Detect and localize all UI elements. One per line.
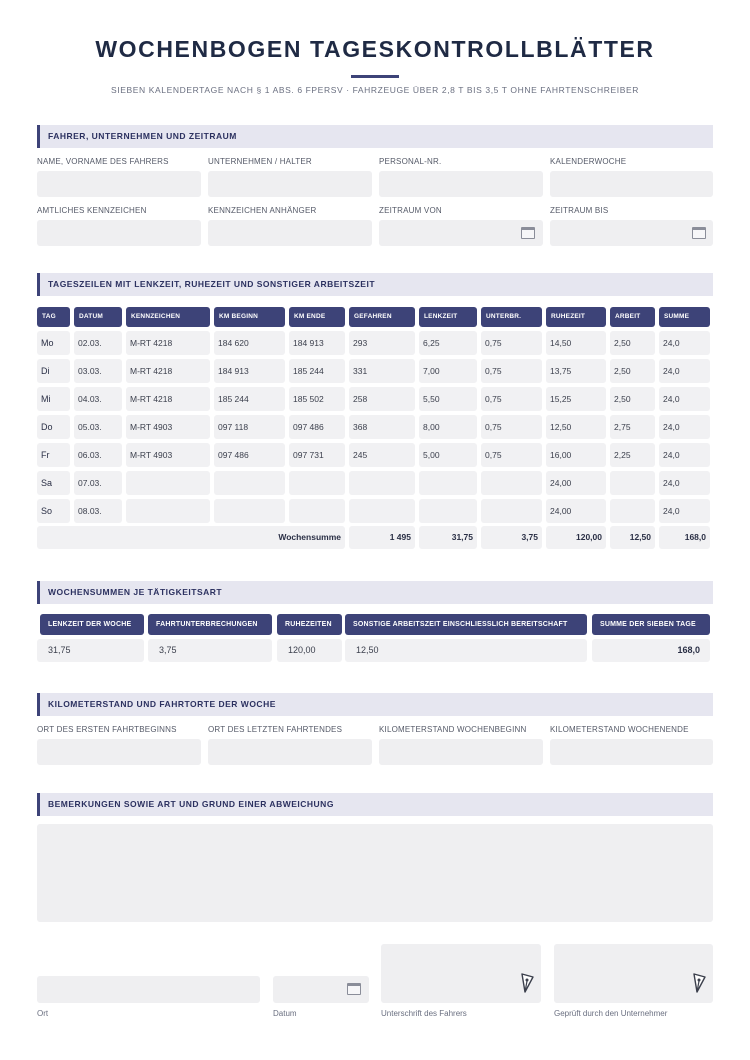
cell-lenkzeit[interactable]: 6,25 bbox=[419, 331, 477, 355]
col-header-km-beginn: KM BEGINN bbox=[214, 307, 285, 327]
cell-gefahren[interactable]: 368 bbox=[349, 415, 415, 439]
cell-kennzeichen[interactable] bbox=[126, 499, 210, 523]
cell-km-ende[interactable]: 185 502 bbox=[289, 387, 345, 411]
col-header-summe: SUMME bbox=[659, 307, 710, 327]
cell-km-beginn[interactable]: 185 244 bbox=[214, 387, 285, 411]
calendar-week-field[interactable] bbox=[550, 171, 713, 197]
personnel-no-field[interactable] bbox=[379, 171, 543, 197]
cell-tag: Di bbox=[37, 359, 70, 383]
cell-unterbr[interactable] bbox=[481, 471, 542, 495]
weekly-value-fahrtunterbrechungen[interactable]: 3,75 bbox=[148, 639, 272, 662]
total-unterbr: 3,75 bbox=[481, 526, 542, 549]
col-header-tag: TAG bbox=[37, 307, 70, 327]
cell-arbeit[interactable] bbox=[610, 471, 655, 495]
cell-unterbr[interactable] bbox=[481, 499, 542, 523]
section-driver-company-period: FAHRER, UNTERNEHMEN UND ZEITRAUM bbox=[37, 125, 713, 148]
cell-summe[interactable]: 24,0 bbox=[659, 387, 710, 411]
col-header-km-ende: KM ENDE bbox=[289, 307, 345, 327]
section-km-locations: KILOMETERSTAND UND FAHRTORTE DER WOCHE bbox=[37, 693, 713, 716]
pen-icon bbox=[520, 972, 534, 994]
total-lenkzeit: 31,75 bbox=[419, 526, 477, 549]
cell-kennzeichen[interactable]: M-RT 4903 bbox=[126, 415, 210, 439]
cell-summe[interactable]: 24,0 bbox=[659, 359, 710, 383]
end-location-field[interactable] bbox=[208, 739, 372, 765]
cell-gefahren[interactable] bbox=[349, 471, 415, 495]
driver-signature-field[interactable] bbox=[381, 944, 541, 1003]
cell-unterbr[interactable]: 0,75 bbox=[481, 443, 542, 467]
weekly-value-sonstige-arbeitszeit[interactable]: 12,50 bbox=[345, 639, 587, 662]
trailer-plate-field[interactable] bbox=[208, 220, 372, 246]
cell-summe[interactable]: 24,0 bbox=[659, 499, 710, 523]
cell-summe[interactable]: 24,0 bbox=[659, 331, 710, 355]
cell-gefahren[interactable] bbox=[349, 499, 415, 523]
cell-km-ende[interactable]: 185 244 bbox=[289, 359, 345, 383]
label-date: Datum bbox=[273, 1009, 297, 1018]
section-weekly-sums: WOCHENSUMMEN JE TÄTIGKEITSART bbox=[37, 581, 713, 604]
label-place: Ort bbox=[37, 1009, 49, 1018]
page-title: WOCHENBOGEN TAGESKONTROLLBLÄTTER bbox=[95, 36, 655, 62]
label-start-location: ORT DES ERSTEN FAHRTBEGINNS bbox=[37, 725, 177, 734]
col-header-gefahren: GEFAHREN bbox=[349, 307, 415, 327]
cell-ruhezeit[interactable]: 16,00 bbox=[546, 443, 606, 467]
cell-km-beginn[interactable] bbox=[214, 499, 285, 523]
cell-km-ende[interactable] bbox=[289, 499, 345, 523]
weekly-total-label: Wochensumme bbox=[37, 526, 345, 549]
col-header-arbeit: ARBEIT bbox=[610, 307, 655, 327]
cell-gefahren[interactable]: 293 bbox=[349, 331, 415, 355]
label-end-location: ORT DES LETZTEN FAHRTENDES bbox=[208, 725, 343, 734]
cell-km-ende[interactable]: 097 731 bbox=[289, 443, 345, 467]
cell-km-beginn[interactable] bbox=[214, 471, 285, 495]
label-license-plate: AMTLICHES KENNZEICHEN bbox=[37, 206, 147, 215]
label-company: UNTERNEHMEN / HALTER bbox=[208, 157, 312, 166]
cell-ruhezeit[interactable]: 14,50 bbox=[546, 331, 606, 355]
cell-unterbr[interactable]: 0,75 bbox=[481, 415, 542, 439]
label-trailer-plate: KENNZEICHEN ANHÄNGER bbox=[208, 206, 317, 215]
total-arbeit: 12,50 bbox=[610, 526, 655, 549]
cell-kennzeichen[interactable] bbox=[126, 471, 210, 495]
weekly-header-fahrtunterbrechungen: FAHRTUNTERBRECHUNGEN bbox=[148, 614, 272, 635]
cell-tag: So bbox=[37, 499, 70, 523]
title-divider bbox=[351, 75, 399, 78]
cell-lenkzeit[interactable]: 5,50 bbox=[419, 387, 477, 411]
cell-km-beginn[interactable]: 184 913 bbox=[214, 359, 285, 383]
cell-ruhezeit[interactable]: 13,75 bbox=[546, 359, 606, 383]
period-to-field[interactable] bbox=[550, 220, 713, 246]
remarks-textarea[interactable] bbox=[37, 824, 713, 922]
cell-km-beginn[interactable]: 097 486 bbox=[214, 443, 285, 467]
label-period-to: ZEITRAUM BIS bbox=[550, 206, 609, 215]
cell-datum[interactable]: 05.03. bbox=[74, 415, 122, 439]
label-km-week-end: KILOMETERSTAND WOCHENENDE bbox=[550, 725, 689, 734]
cell-tag: Mo bbox=[37, 331, 70, 355]
cell-lenkzeit[interactable]: 8,00 bbox=[419, 415, 477, 439]
label-period-from: ZEITRAUM VON bbox=[379, 206, 442, 215]
label-km-week-start: KILOMETERSTAND WOCHENBEGINN bbox=[379, 725, 527, 734]
weekly-header-lenkzeit-woche: LENKZEIT DER WOCHE bbox=[40, 614, 144, 635]
cell-km-ende[interactable] bbox=[289, 471, 345, 495]
km-week-end-field[interactable] bbox=[550, 739, 713, 765]
cell-kennzeichen[interactable]: M-RT 4903 bbox=[126, 443, 210, 467]
cell-lenkzeit[interactable] bbox=[419, 499, 477, 523]
cell-km-beginn[interactable]: 097 118 bbox=[214, 415, 285, 439]
cell-datum[interactable]: 06.03. bbox=[74, 443, 122, 467]
pen-icon bbox=[692, 972, 706, 994]
calendar-icon[interactable] bbox=[347, 983, 361, 995]
cell-summe[interactable]: 24,0 bbox=[659, 415, 710, 439]
label-calendar-week: KALENDERWOCHE bbox=[550, 157, 627, 166]
cell-unterbr[interactable]: 0,75 bbox=[481, 387, 542, 411]
cell-datum[interactable]: 02.03. bbox=[74, 331, 122, 355]
label-company-check: Geprüft durch den Unternehmer bbox=[554, 1009, 668, 1018]
cell-arbeit[interactable]: 2,25 bbox=[610, 443, 655, 467]
weekly-header-summe-sieben-tage: SUMME DER SIEBEN TAGE bbox=[592, 614, 710, 635]
label-driver-signature: Unterschrift des Fahrers bbox=[381, 1009, 467, 1018]
cell-datum[interactable]: 07.03. bbox=[74, 471, 122, 495]
cell-tag: Fr bbox=[37, 443, 70, 467]
cell-datum[interactable]: 08.03. bbox=[74, 499, 122, 523]
weekly-header-ruhezeiten: RUHEZEITEN bbox=[277, 614, 342, 635]
km-week-start-field[interactable] bbox=[379, 739, 543, 765]
cell-arbeit[interactable]: 2,75 bbox=[610, 415, 655, 439]
start-location-field[interactable] bbox=[37, 739, 201, 765]
label-driver-name: NAME, VORNAME DES FAHRERS bbox=[37, 157, 169, 166]
col-header-datum: DATUM bbox=[74, 307, 122, 327]
cell-gefahren[interactable]: 331 bbox=[349, 359, 415, 383]
cell-tag: Do bbox=[37, 415, 70, 439]
period-from-field[interactable] bbox=[379, 220, 543, 246]
cell-summe[interactable]: 24,0 bbox=[659, 471, 710, 495]
weekly-value-lenkzeit-woche[interactable]: 31,75 bbox=[37, 639, 144, 662]
license-plate-field[interactable] bbox=[37, 220, 201, 246]
total-gefahren: 1 495 bbox=[349, 526, 415, 549]
cell-arbeit[interactable]: 2,50 bbox=[610, 331, 655, 355]
cell-gefahren[interactable]: 245 bbox=[349, 443, 415, 467]
col-header-unterbr: UNTERBR. bbox=[481, 307, 542, 327]
cell-datum[interactable]: 04.03. bbox=[74, 387, 122, 411]
cell-kennzeichen[interactable]: M-RT 4218 bbox=[126, 331, 210, 355]
col-header-kennzeichen: KENNZEICHEN bbox=[126, 307, 210, 327]
cell-lenkzeit[interactable]: 5,00 bbox=[419, 443, 477, 467]
total-summe: 168,0 bbox=[659, 526, 710, 549]
cell-lenkzeit[interactable]: 7,00 bbox=[419, 359, 477, 383]
weekly-value-ruhezeiten[interactable]: 120,00 bbox=[277, 639, 342, 662]
cell-tag: Sa bbox=[37, 471, 70, 495]
cell-ruhezeit[interactable]: 12,50 bbox=[546, 415, 606, 439]
company-signature-field[interactable] bbox=[554, 944, 713, 1003]
page-subtitle: SIEBEN KALENDERTAGE NACH § 1 ABS. 6 FPERSV · FAHRZEUGE ÜBER 2,8 T BIS 3,5 T OHNE FAHRTENSCHREIBER bbox=[110, 85, 640, 95]
total-ruhezeit: 120,00 bbox=[546, 526, 606, 549]
cell-arbeit[interactable]: 2,50 bbox=[610, 359, 655, 383]
cell-tag: Mi bbox=[37, 387, 70, 411]
weekly-value-summe-sieben-tage[interactable]: 168,0 bbox=[592, 639, 710, 662]
cell-ruhezeit[interactable]: 24,00 bbox=[546, 499, 606, 523]
weekly-header-sonstige-arbeitszeit: SONSTIGE ARBEITSZEIT EINSCHLIESSLICH BEREITSCHAFT bbox=[345, 614, 587, 635]
cell-arbeit[interactable] bbox=[610, 499, 655, 523]
cell-km-ende[interactable]: 097 486 bbox=[289, 415, 345, 439]
cell-datum[interactable]: 03.03. bbox=[74, 359, 122, 383]
col-header-lenkzeit: LENKZEIT bbox=[419, 307, 477, 327]
cell-kennzeichen[interactable]: M-RT 4218 bbox=[126, 387, 210, 411]
cell-lenkzeit[interactable] bbox=[419, 471, 477, 495]
cell-summe[interactable]: 24,0 bbox=[659, 443, 710, 467]
driver-name-field[interactable] bbox=[37, 171, 201, 197]
cell-kennzeichen[interactable]: M-RT 4218 bbox=[126, 359, 210, 383]
col-header-ruhezeit: RUHEZEIT bbox=[546, 307, 606, 327]
cell-km-beginn[interactable]: 184 620 bbox=[214, 331, 285, 355]
cell-km-ende[interactable]: 184 913 bbox=[289, 331, 345, 355]
place-field[interactable] bbox=[37, 976, 260, 1003]
cell-ruhezeit[interactable]: 15,25 bbox=[546, 387, 606, 411]
cell-unterbr[interactable]: 0,75 bbox=[481, 359, 542, 383]
company-field[interactable] bbox=[208, 171, 372, 197]
section-daily-rows: TAGESZEILEN MIT LENKZEIT, RUHEZEIT UND SONSTIGER ARBEITSZEIT bbox=[37, 273, 713, 296]
cell-gefahren[interactable]: 258 bbox=[349, 387, 415, 411]
cell-ruhezeit[interactable]: 24,00 bbox=[546, 471, 606, 495]
calendar-icon[interactable] bbox=[692, 227, 706, 239]
calendar-icon[interactable] bbox=[521, 227, 535, 239]
label-personnel-no: PERSONAL-NR. bbox=[379, 157, 442, 166]
section-remarks: BEMERKUNGEN SOWIE ART UND GRUND EINER ABWEICHUNG bbox=[37, 793, 713, 816]
cell-arbeit[interactable]: 2,50 bbox=[610, 387, 655, 411]
cell-unterbr[interactable]: 0,75 bbox=[481, 331, 542, 355]
